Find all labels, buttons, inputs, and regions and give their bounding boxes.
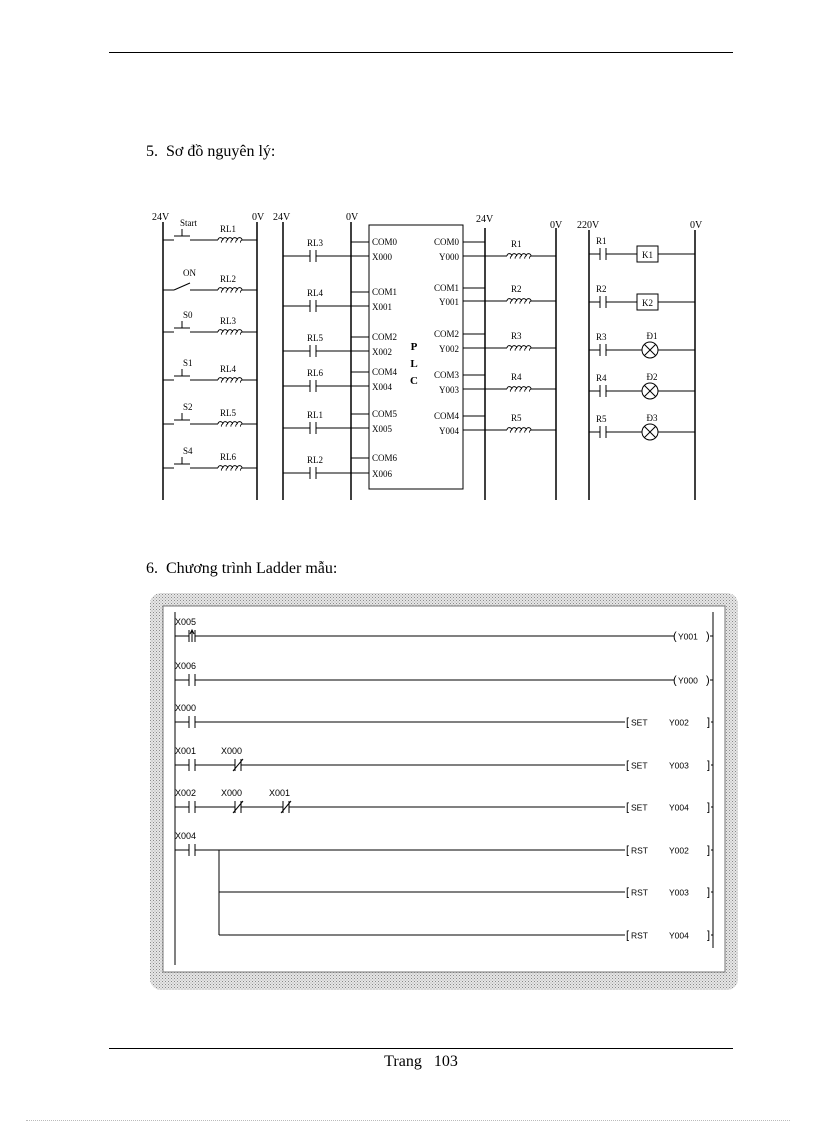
instr-op: RST [631,887,648,898]
instr-op: SET [631,802,648,813]
instr-bracket: ] [707,716,711,729]
coil-label: R4 [511,372,522,382]
instr-bracket: ] [707,886,711,899]
coil-label: R3 [511,331,522,341]
instr-bracket: [ [626,716,630,729]
instr-operand: Y004 [669,802,689,813]
contact-label: R1 [596,236,607,246]
instr-op: SET [631,717,648,728]
contact-label: X005 [175,617,197,627]
plc-com-label: COM4 [372,367,398,377]
contact-label: X000 [221,788,243,798]
coil-label: RL5 [220,408,237,418]
contact-label: RL1 [307,410,324,420]
plc-output-label: Y001 [439,297,459,307]
supply-label: 24V [152,212,170,223]
instr-bracket: [ [626,929,630,942]
coil-label: RL2 [220,274,237,284]
switch-label: S1 [183,358,193,368]
plc-output-label: Y004 [439,426,459,436]
supply-label: 0V [346,212,359,223]
plc-com-label: COM1 [372,287,398,297]
page-footer [0,1053,816,1071]
footer-dotted-line [26,1120,790,1121]
coil-label: RL3 [220,316,237,326]
plc-input-label: X001 [372,302,392,312]
switch-label: ON [183,268,196,278]
plc-com-label: COM6 [372,453,398,463]
instr-operand: Y002 [669,717,689,728]
contact-label: R2 [596,284,607,294]
contact-label: X001 [175,746,197,756]
instr-operand: Y003 [669,887,689,898]
contact-label: RL2 [307,455,324,465]
supply-label: 24V [476,214,494,225]
instr-op: SET [631,760,648,771]
supply-label: 0V [690,220,703,231]
coil-paren: ) [706,674,710,687]
ladder-canvas [163,606,725,972]
instr-op: RST [631,930,648,941]
instr-bracket: ] [707,759,711,772]
instr-bracket: [ [626,801,630,814]
coil-label: RL1 [220,224,237,234]
plc-input-label: X004 [372,382,392,392]
plc-com-label: COM3 [433,370,459,380]
footer-label: Trang [384,1053,422,1070]
coil-label: R2 [511,284,522,294]
instr-bracket: ] [707,844,711,857]
contact-label: X006 [175,661,197,671]
plc-com-label: COM2 [433,329,459,339]
contact-label: RL4 [307,288,324,298]
load-label: K1 [642,250,653,260]
contact-label: RL6 [307,368,324,378]
plc-com-label: COM2 [372,332,398,342]
footer-rule [109,1048,733,1049]
instr-bracket: [ [626,844,630,857]
plc-output-label: Y000 [439,252,459,262]
load-label: Đ1 [646,331,658,341]
instr-operand: Y003 [669,760,689,771]
plc-output-label: Y002 [439,344,459,354]
supply-label: 220V [577,220,600,231]
plc-letter: P [410,341,418,353]
contact-label: RL3 [307,238,324,248]
plc-com-label: COM1 [433,283,459,293]
contact-label: X000 [221,746,243,756]
coil-label: Y000 [678,675,698,686]
load-label: Đ3 [646,413,658,423]
supply-label: 0V [252,212,265,223]
plc-com-label: COM4 [433,411,459,421]
contact-label: R5 [596,414,607,424]
instr-operand: Y002 [669,845,689,856]
contact-label: R3 [596,332,607,342]
plc-input-label: X005 [372,424,392,434]
contact-label: X000 [175,703,197,713]
coil-label: Y001 [678,631,698,642]
plc-letter: C [410,375,418,387]
switch-label: S0 [183,310,193,320]
contact-label: R4 [596,373,607,383]
contact-label: X001 [269,788,291,798]
instr-bracket: [ [626,759,630,772]
instr-bracket: [ [626,886,630,899]
coil-paren: ) [706,630,710,643]
contact-label: RL5 [307,333,324,343]
coil-label: RL6 [220,452,237,462]
instr-operand: Y004 [669,930,689,941]
plc-input-label: X000 [372,252,392,262]
load-label: K2 [642,298,653,308]
section-6-title: Chương trình Ladder mẫu: [166,560,338,577]
coil-label: RL4 [220,364,237,374]
switch-label: S4 [183,446,193,456]
switch-label: S2 [183,402,193,412]
coil-paren: ( [673,630,677,643]
section-5-title: Sơ đồ nguyên lý: [166,143,276,160]
coil-label: R5 [511,413,522,423]
instr-bracket: ] [707,929,711,942]
instr-bracket: ] [707,801,711,814]
instr-op: RST [631,845,648,856]
load-label: Đ2 [646,372,658,382]
plc-letter: L [410,358,418,370]
plc-input-label: X002 [372,347,392,357]
coil-label: R1 [511,239,522,249]
contact-label: X002 [175,788,197,798]
plc-com-label: COM0 [433,237,459,247]
footer-page-number: 103 [433,1053,458,1070]
plc-com-label: COM5 [372,409,398,419]
supply-label: 0V [550,220,563,231]
plc-input-label: X006 [372,469,392,479]
contact-label: X004 [175,831,197,841]
plc-com-label: COM0 [372,237,398,247]
section-5-number: 5. [146,143,158,160]
coil-paren: ( [673,674,677,687]
switch-label: Start [180,218,197,228]
supply-label: 24V [273,212,291,223]
section-6-number: 6. [146,560,158,577]
plc-output-label: Y003 [439,385,459,395]
